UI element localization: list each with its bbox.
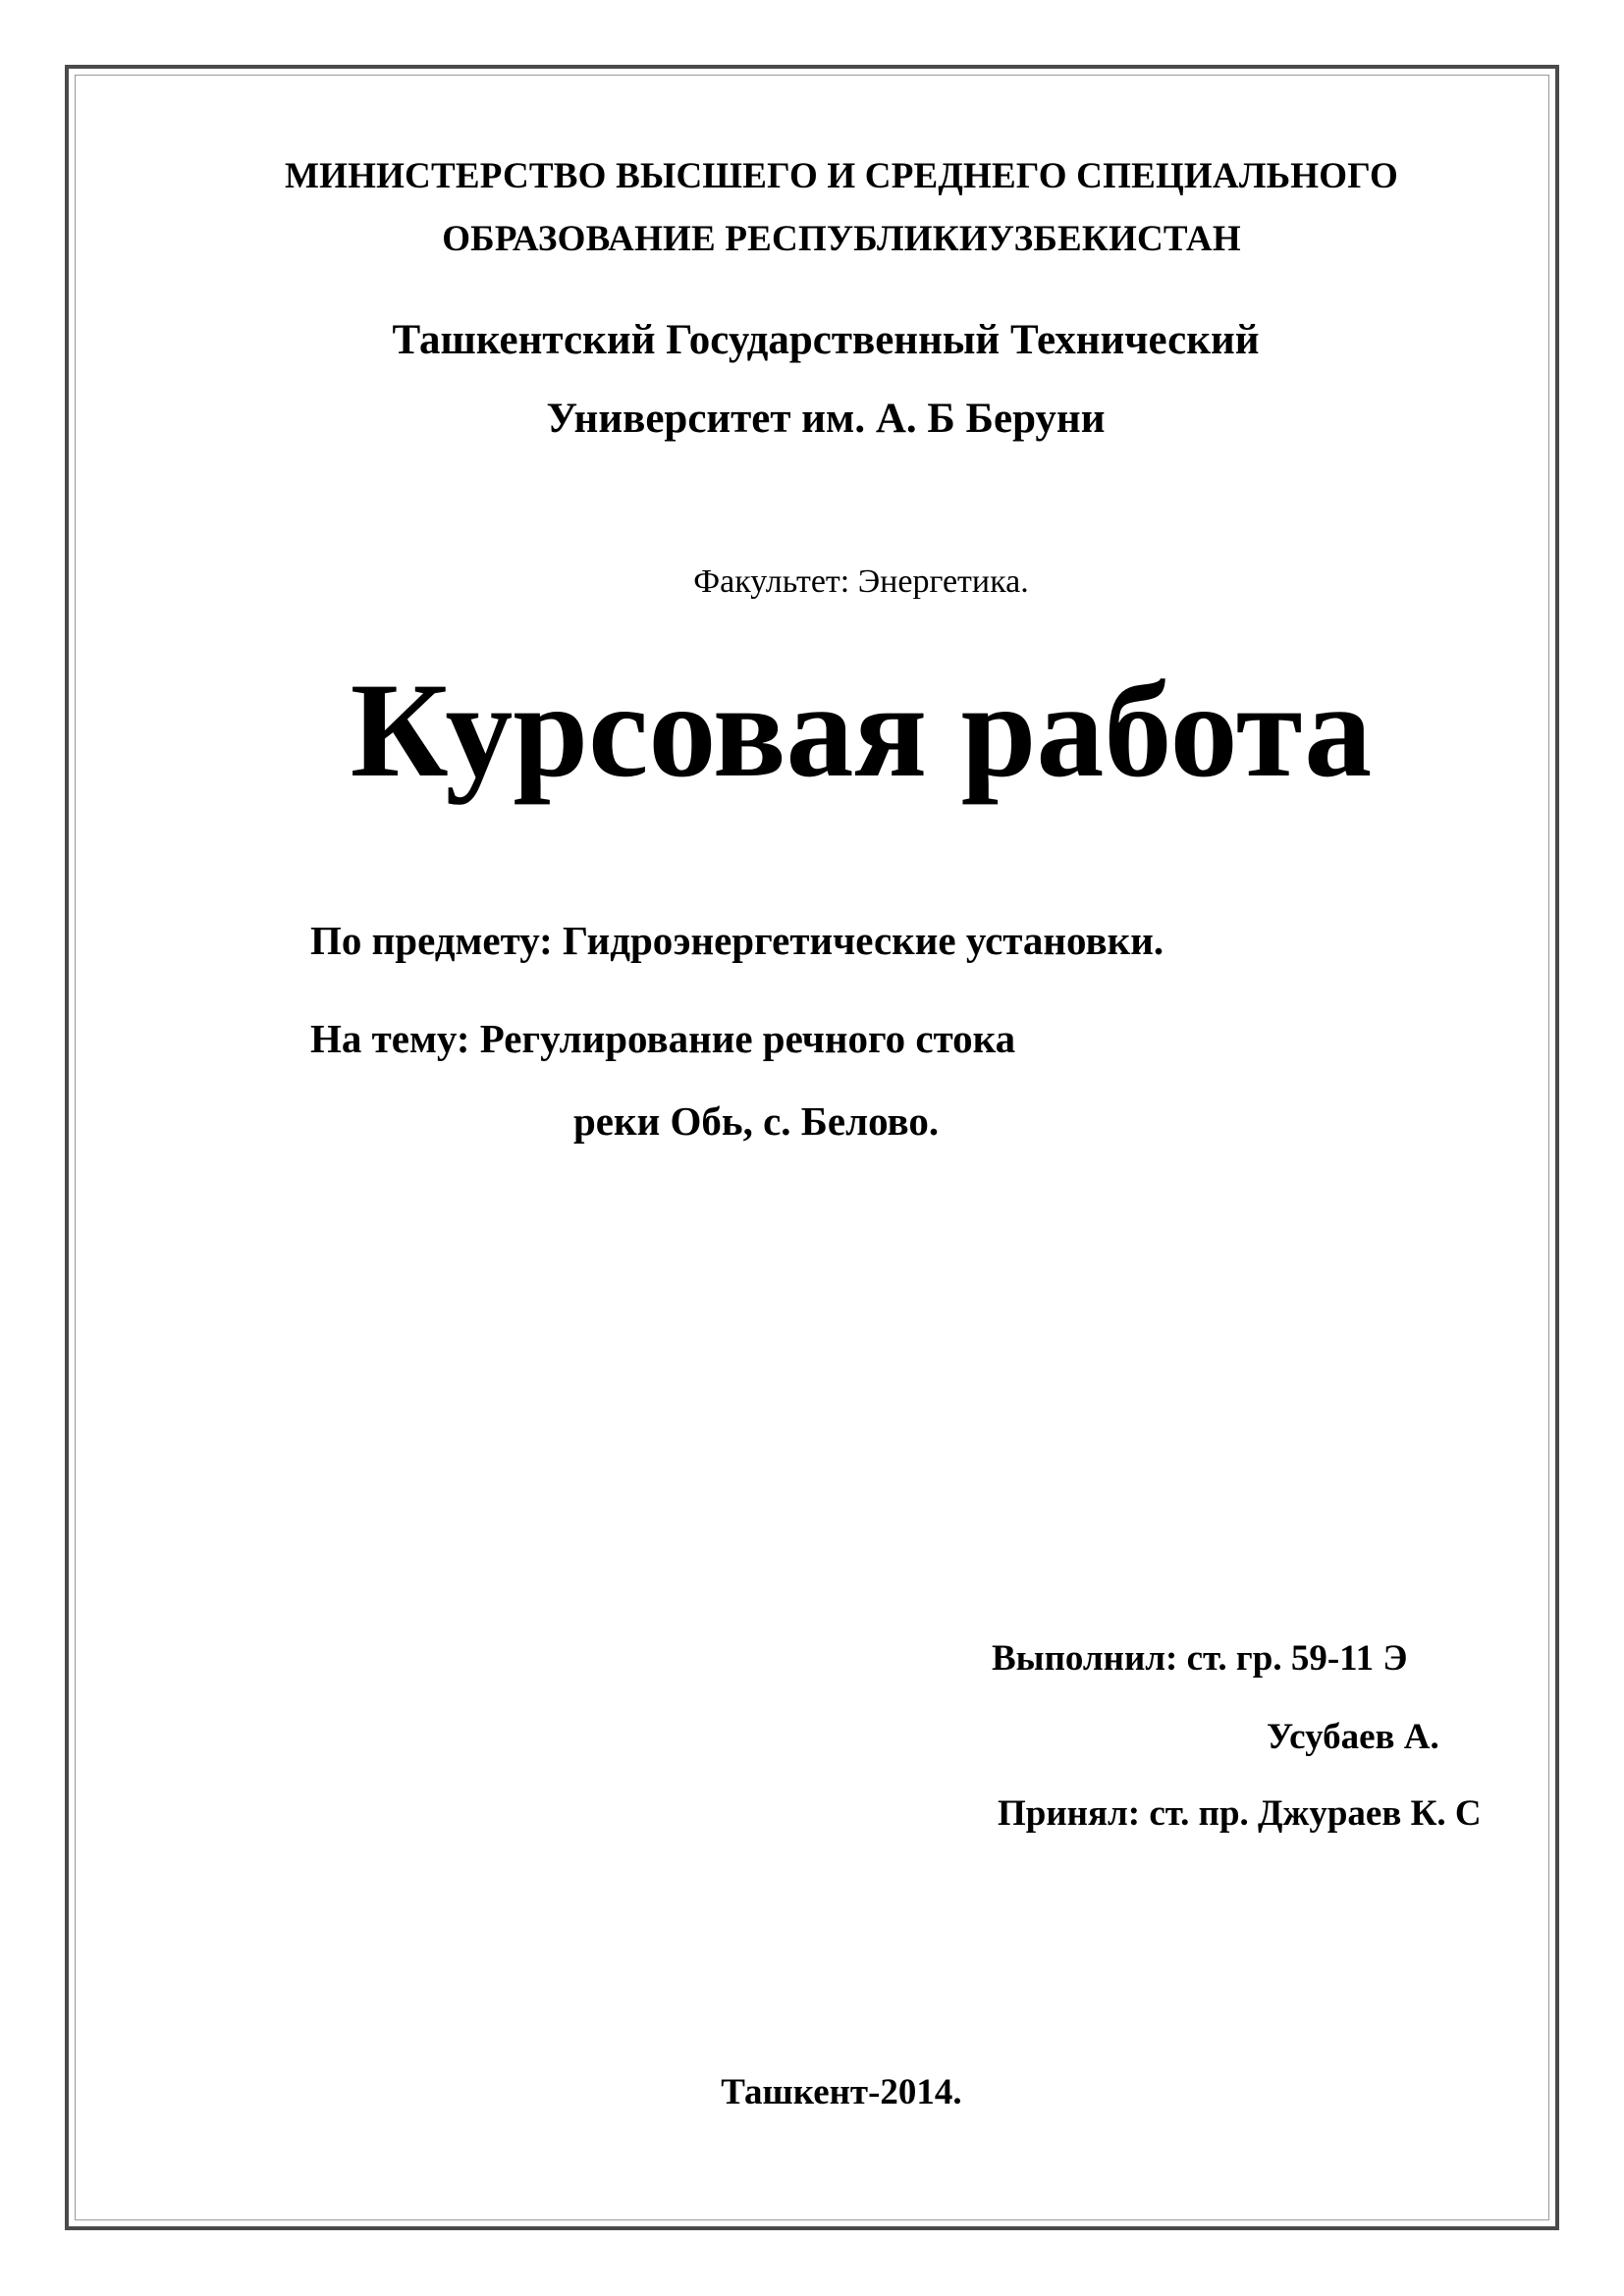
accepted-line: Принял: ст. пр. Джураев К. С	[998, 1793, 1482, 1834]
subject-line: По предмету: Гидроэнергетические установки.	[310, 918, 1164, 963]
student-name: Усубаев А.	[1267, 1717, 1439, 1757]
topic-line-2: реки Обь, с. Белово.	[573, 1098, 940, 1144]
ministry-line-1: МИНИСТЕРСТВО ВЫСШЕГО И СРЕДНЕГО СПЕЦИАЛЬНОГО	[284, 156, 1399, 196]
topic-line-1: На тему: Регулирование речного стока	[310, 1016, 1016, 1061]
university-line-1: Ташкентский Государственный Технический	[392, 317, 1260, 363]
page-border	[65, 65, 1559, 2230]
city-year: Ташкент-2014.	[721, 2072, 962, 2112]
faculty-label: Факультет: Энергетика.	[693, 563, 1029, 600]
document-title: Курсовая работа	[350, 655, 1373, 805]
ministry-line-2: ОБРАЗОВАНИЕ РЕСПУБЛИКИУЗБЕКИСТАН	[442, 219, 1241, 259]
performer-line: Выполнил: ст. гр. 59-11 Э	[992, 1638, 1408, 1679]
university-line-2: Университет им. А. Б Беруни	[546, 396, 1106, 442]
